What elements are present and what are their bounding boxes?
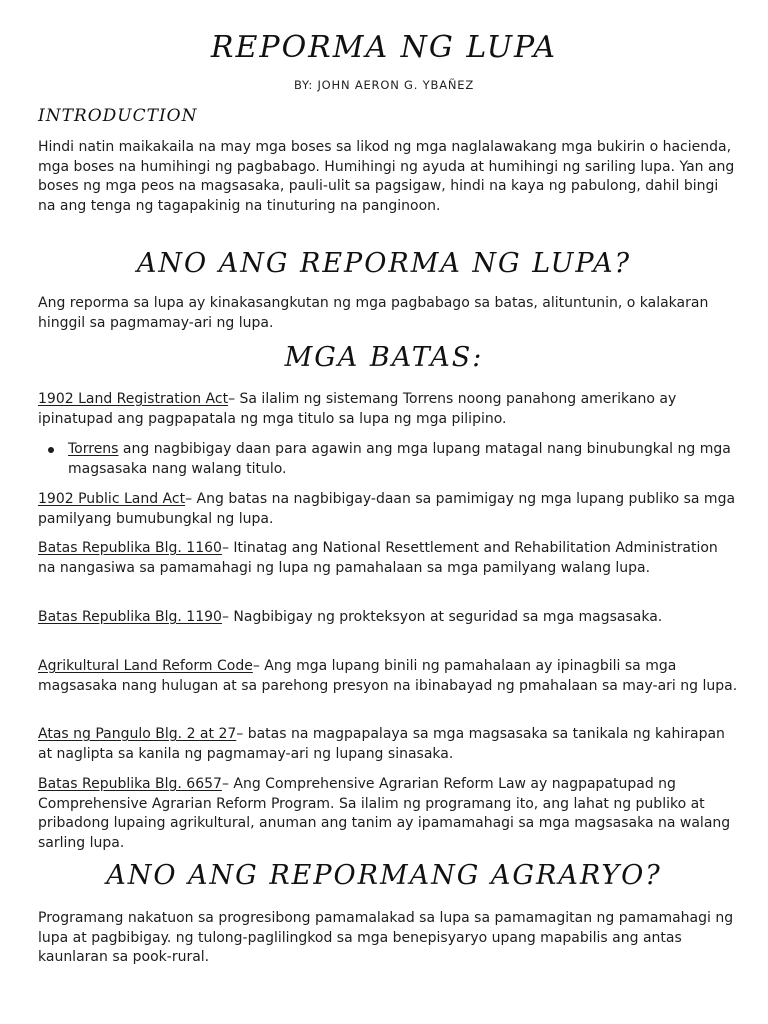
law-item xyxy=(38,775,738,853)
law-item xyxy=(38,390,738,429)
law-description: – Sa ilalim ng sistemang Torrens noong panahong amerikano ay ipinatupad ang pagpapatala ng mga titulo sa lupa ng mga pilipino. xyxy=(38,391,677,427)
introduction-paragraph: Hindi natin maikakaila na may mga boses sa likod ng mga naglalawakang mga bukirin o hacienda, mga boses na humihingi ng pagbabago. Humihingi ng ayuda at humihingi ng sariling lupa. Yan ang boses ng mga peos na magsasaka, pauli-ulit sa pagsigaw, hindi na kaya ng pabulong, dahil bingi na ang tenga ng tagapakinig na tinuturing na panginoon. xyxy=(38,139,735,214)
law-name: Agrikultural Land Reform Code xyxy=(38,658,253,674)
section-heading-reporma-ng-lupa: ANO ANG REPORMA NG LUPA? xyxy=(136,248,632,279)
reporma-definition-paragraph: Ang reporma sa lupa ay kinakasangkutan ng mga pagbabago sa batas, alituntunin, o kalakaran hinggil sa pagmamay-ari ng lupa. xyxy=(38,295,709,331)
law-item xyxy=(38,539,738,578)
law-item xyxy=(38,657,738,696)
bullet-term: Torrens xyxy=(68,441,119,457)
bullet-description: ang nagbibigay daan para agawin ang mga lupang matagal nang binubungkal ng mga magsasaka nang walang titulo. xyxy=(68,441,731,477)
section-heading-mga-batas: MGA BATAS: xyxy=(284,342,484,373)
law-item xyxy=(38,725,738,764)
law-description: – batas na magpapalaya sa mga magsasaka sa tanikala ng kahirapan at naglipta sa kanila ng pagmamay-ari ng lupang sinasaka. xyxy=(38,726,725,762)
section-heading-repormang-agraryo: ANO ANG REPORMANG AGRARYO? xyxy=(106,860,662,891)
bullet-list-item xyxy=(46,440,758,479)
law-name: Batas Republika Blg. 1190 xyxy=(38,609,222,625)
law-description: – Itinatag ang National Resettlement and Rehabilitation Administration na nangasiwa sa pamamahagi ng lupa ng pamahalaan sa mga pamilyang walang lupa. xyxy=(38,540,718,576)
law-description: – Nagbibigay ng prokteksyon at seguridad sa mga magsasaka. xyxy=(221,609,663,625)
document-title: REPORMA NG LUPA xyxy=(210,30,558,65)
law-description: – Ang Comprehensive Agrarian Reform Law ay nagpapatupad ng Comprehensive Agrarian Reform Program. Sa ilalim ng programang ito, ang lahat ng publiko at pribadong lupaing agrikultural, anuman ang tanim ay ipamamahagi sa mga magsasaka na walang sarling lupa. xyxy=(38,776,731,851)
law-name: Batas Republika Blg. 1160 xyxy=(38,540,222,556)
law-name: 1902 Public Land Act xyxy=(38,491,186,507)
law-name: Atas ng Pangulo Blg. 2 at 27 xyxy=(38,726,237,742)
law-description: – Ang mga lupang binili ng pamahalaan ay ipinagbili sa mga magsasaka nang hulugan at sa parehong presyon na ibinabayad ng pmahalaan sa may-ari ng lupa. xyxy=(38,658,738,694)
author-byline: BY: JOHN AERON G. YBAÑEZ xyxy=(293,78,475,92)
law-description: – Ang batas na nagbibigay-daan sa pamimigay ng mga lupang publiko sa mga pamilyang bumubungkal ng lupa. xyxy=(38,491,736,527)
law-item xyxy=(38,490,738,529)
law-name: 1902 Land Registration Act xyxy=(38,391,229,407)
bullet-dot-icon xyxy=(48,447,54,453)
repormang-agraryo-paragraph: Programang nakatuon sa progresibong pamamalakad sa lupa sa pamamagitan ng pamamahagi ng lupa at pagbibigay. ng tulong-paglilingkod sa mga benepisyaryo upang mapabilis ang antas kaunlaran sa pook-rural. xyxy=(38,910,734,965)
law-name: Batas Republika Blg. 6657 xyxy=(38,776,222,792)
law-item xyxy=(38,608,738,628)
introduction-heading: INTRODUCTION xyxy=(38,106,198,126)
